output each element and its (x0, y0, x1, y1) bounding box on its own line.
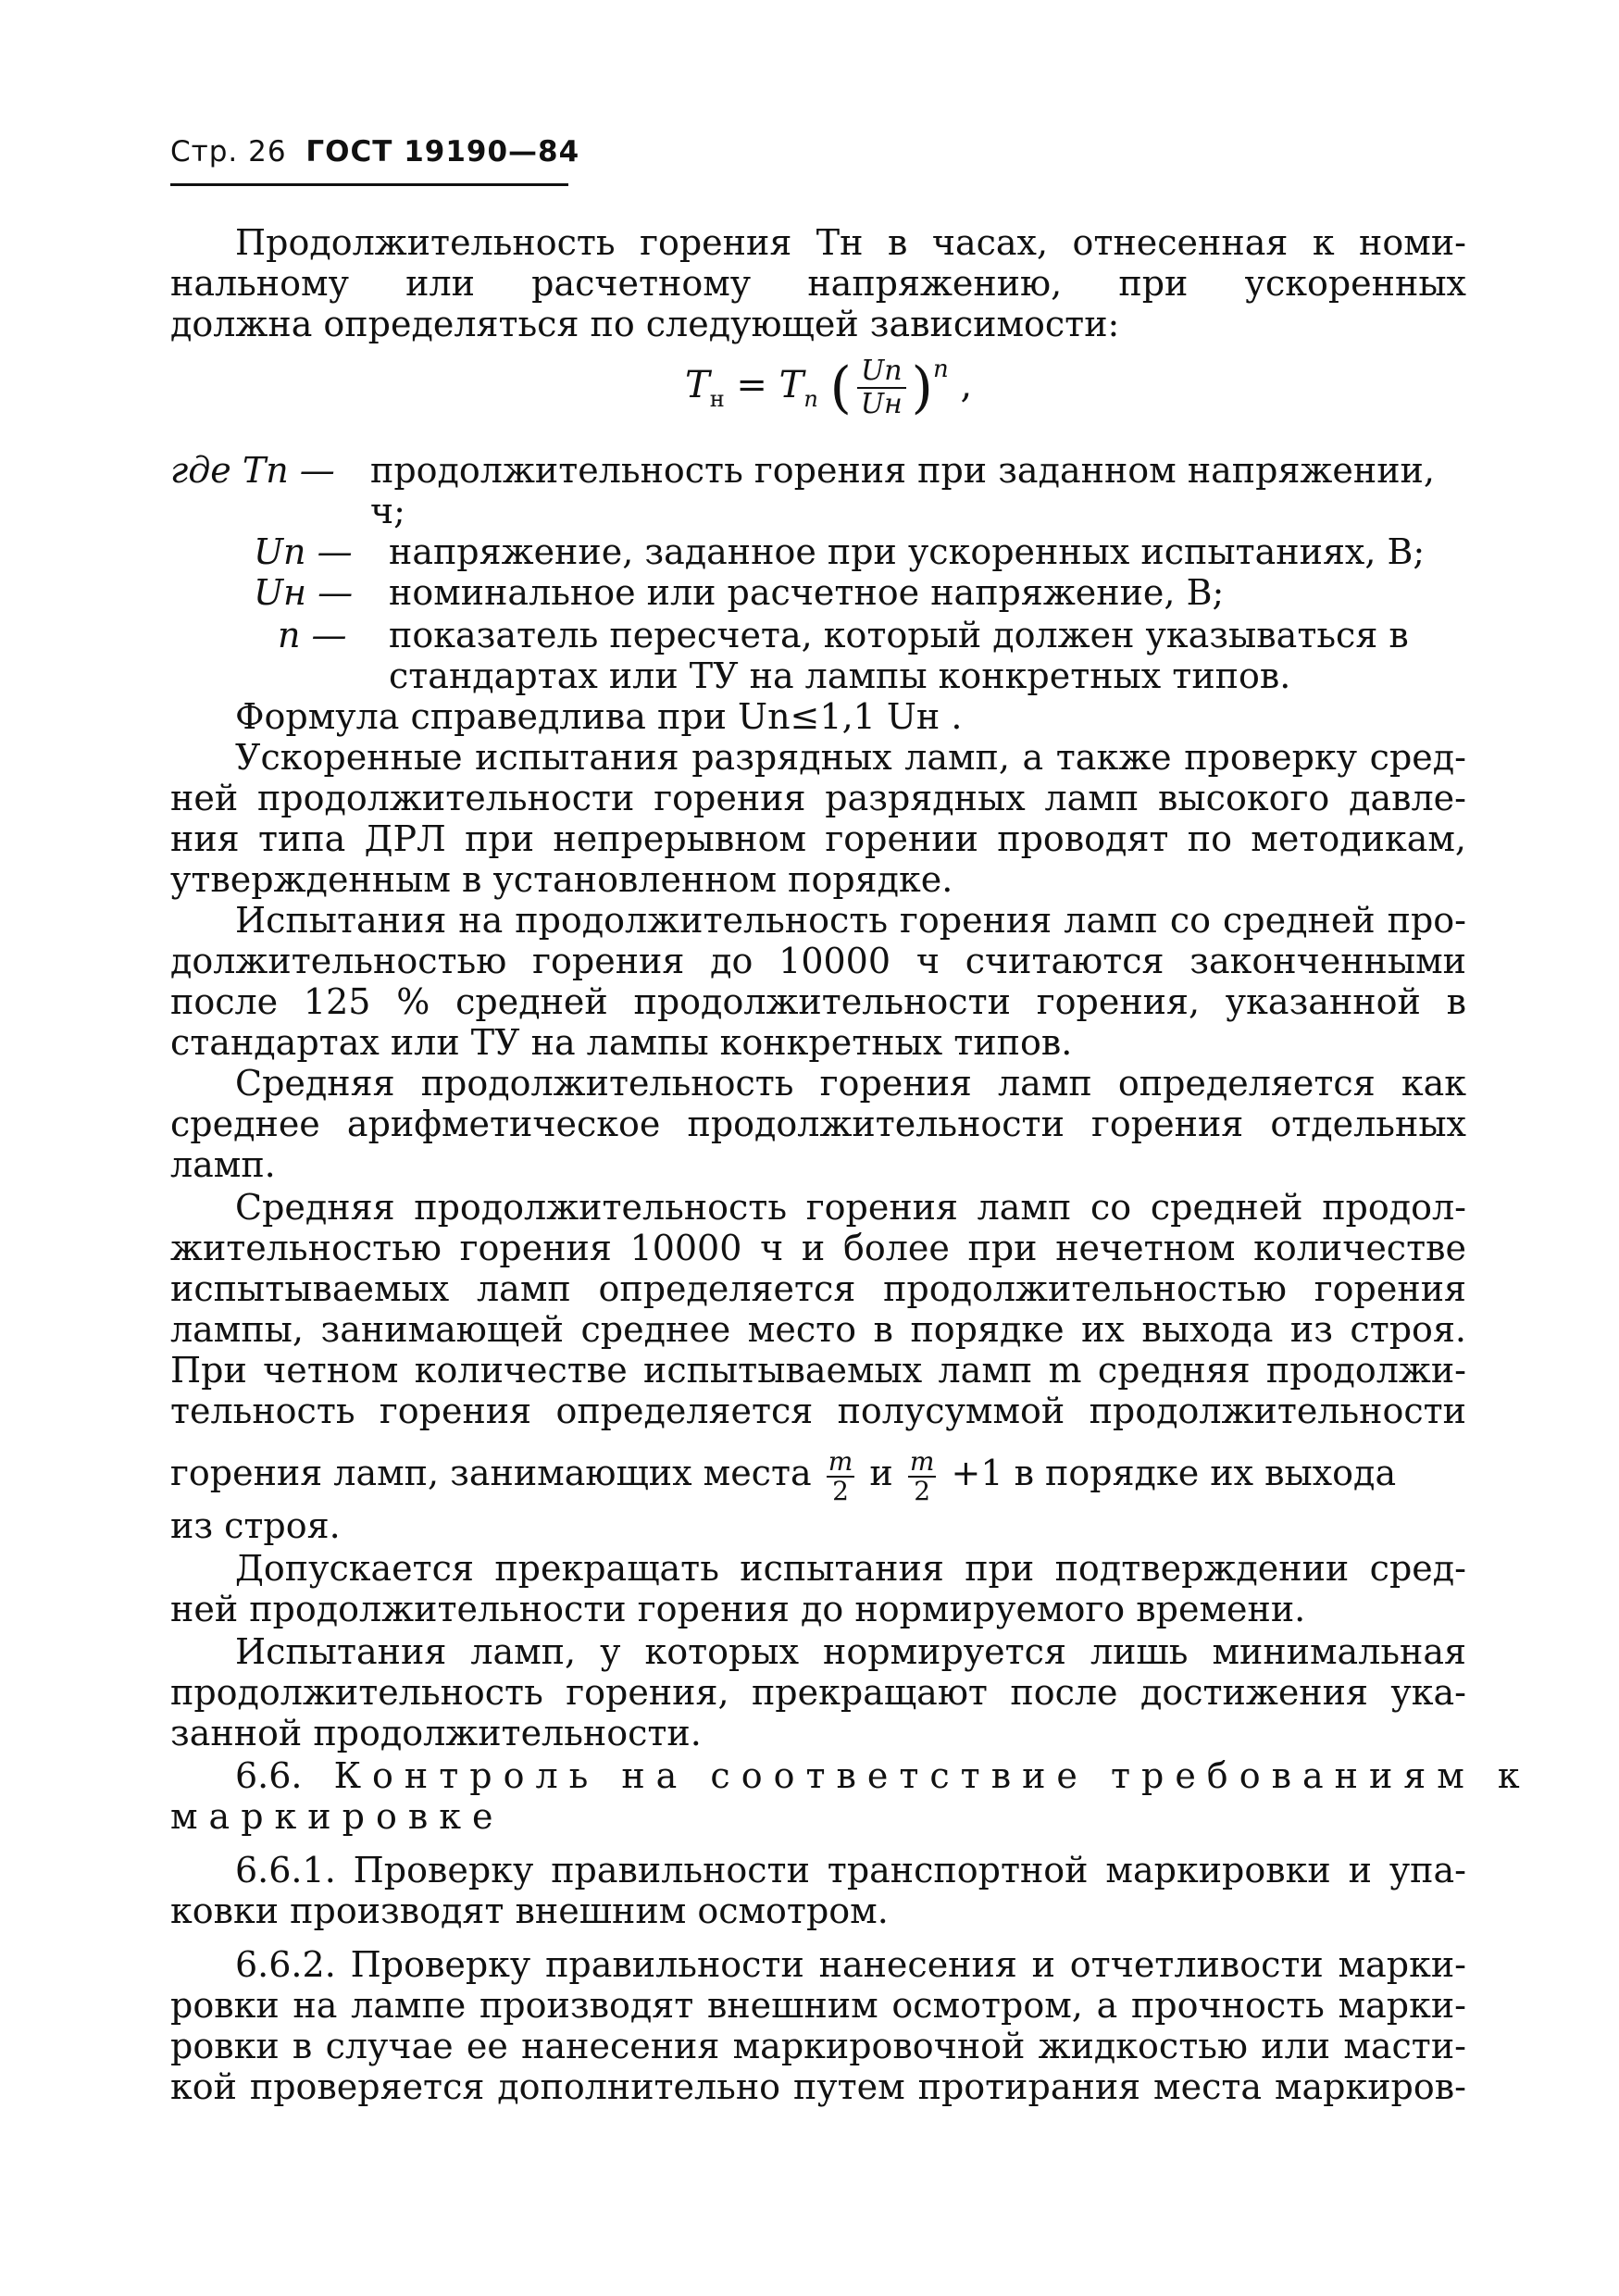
def-symbol: Uн — (254, 572, 354, 613)
text-line: продолжительность горения, прекращают после достижения ука- (170, 1672, 1466, 1713)
def-symbol: Un — (254, 531, 353, 572)
formula-lhs-sub: н (709, 386, 725, 412)
def-text: показатель пересчета, который должен указываться в (389, 615, 1409, 655)
header-rule (170, 183, 568, 186)
text-line: 6.6.1. Проверку правильности транспортной маркировки и упа- (235, 1850, 1466, 1890)
def-text: стандартах или ТУ на лампы конкретных типов. (389, 655, 1291, 696)
text-line: среднее арифметическое продолжительности горения отдельных (170, 1104, 1466, 1144)
section-heading (235, 1755, 1531, 1796)
def-text: продолжительность горения при заданном напряжении, (370, 450, 1435, 491)
formula-fraction (857, 356, 906, 420)
text-span: горения ламп, занимающих места (170, 1453, 812, 1493)
frac-denominator: 2 (914, 1475, 931, 1506)
text-line: ния типа ДРЛ при непрерывном горении проводят по методикам, (170, 818, 1466, 859)
text-line: жительностью горения 10000 ч и более при нечетном количестве (170, 1228, 1466, 1268)
text-line: стандартах или ТУ на лампы конкретных типов. (170, 1022, 1073, 1063)
fraction-m-over-2 (908, 1445, 937, 1506)
def-text: напряжение, заданное при ускоренных испытаниях, В; (389, 531, 1426, 572)
text-line: Испытания на продолжительность горения ламп со средней про- (235, 900, 1466, 941)
text-line: должна определяться по следующей зависимости: (170, 304, 1120, 344)
frac-numerator: m (909, 1445, 935, 1477)
text-line: из строя. (170, 1505, 341, 1546)
text-line: нальному или расчетному напряжению, при ускоренных (170, 263, 1466, 304)
page-number: Стр. 26 (170, 135, 287, 168)
text-line: тельность горения определяется полусуммой продолжительности (170, 1391, 1466, 1431)
section-number: 6.6. (235, 1755, 303, 1796)
formula-eq: = (736, 364, 767, 406)
def-symbol: где Tn — (170, 450, 335, 491)
text-line: При четном количестве испытываемых ламп m средняя продолжи- (170, 1350, 1466, 1391)
formula-comma: , (960, 364, 973, 406)
fraction-line (170, 1441, 1466, 1505)
formula-numerator: Un (857, 356, 906, 389)
text-line: ламп. (170, 1144, 276, 1185)
text-line: после 125 % средней продолжительности горения, указанной в (170, 981, 1466, 1022)
text-line: кой проверяется дополнительно путем протирания места маркиров- (170, 2066, 1466, 2107)
text-line: испытываемых ламп определяется продолжительностью горения (170, 1268, 1466, 1309)
text-span: +1 в порядке их выхода (951, 1453, 1397, 1493)
def-symbol: n — (278, 615, 347, 655)
text-line: лампы, занимающей среднее место в порядке их выхода из строя. (170, 1309, 1466, 1350)
formula-t-sub: n (803, 386, 818, 412)
formula-validity: Формула справедлива при Un≤1,1 Uн . (235, 696, 963, 737)
text-line: должительностью горения до 10000 ч считаются законченными (170, 941, 1466, 981)
text-line: занной продолжительности. (170, 1713, 702, 1753)
frac-denominator: 2 (832, 1475, 849, 1506)
text-line: Допускается прекращать испытания при подтверждении сред- (235, 1548, 1466, 1589)
standard-id: ГОСТ 19190—84 (305, 135, 580, 168)
section-title: Контроль на соответствие требованиям к (333, 1755, 1531, 1796)
formula-close-paren: ) (911, 356, 933, 420)
formula-lhs: T (685, 364, 710, 406)
text-span: и (869, 1453, 893, 1493)
text-line: ровки в случае ее нанесения маркировочной жидкостью или масти- (170, 2026, 1466, 2066)
text-line: ковки производят внешним осмотром. (170, 1890, 889, 1931)
text-line: ровки на лампе производят внешним осмотром, а прочность марки- (170, 1985, 1466, 2026)
text-line: Ускоренные испытания разрядных ламп, а также проверку сред- (235, 737, 1466, 778)
text-line: Испытания ламп, у которых нормируется лишь минимальная (235, 1631, 1466, 1672)
def-text: ч; (370, 491, 405, 531)
text-line: ней продолжительности горения до нормируемого времени. (170, 1589, 1306, 1629)
text-line: ней продолжительности горения разрядных ламп высокого давле- (170, 778, 1466, 818)
lifetime-formula (685, 356, 972, 420)
frac-numerator: m (828, 1445, 853, 1477)
formula-exponent: n (932, 356, 949, 383)
text-line: Средняя продолжительность горения ламп определяется как (235, 1063, 1466, 1104)
formula-t: T (778, 364, 804, 406)
text-line: 6.6.2. Проверку правильности нанесения и отчетливости марки- (235, 1944, 1466, 1985)
text-line: утвержденным в установленном порядке. (170, 859, 953, 900)
formula-denominator: Uн (860, 388, 903, 420)
def-text: номинальное или расчетное напряжение, В; (389, 572, 1225, 613)
section-title-cont: маркировке (170, 1796, 504, 1837)
text-line: Средняя продолжительность горения ламп со средней продол- (235, 1187, 1466, 1228)
fraction-m-over-2 (827, 1445, 855, 1506)
formula-open-paren: ( (829, 356, 852, 420)
page-header (170, 135, 579, 168)
text-line: Продолжительность горения Tн в часах, отнесенная к номи- (235, 222, 1466, 263)
